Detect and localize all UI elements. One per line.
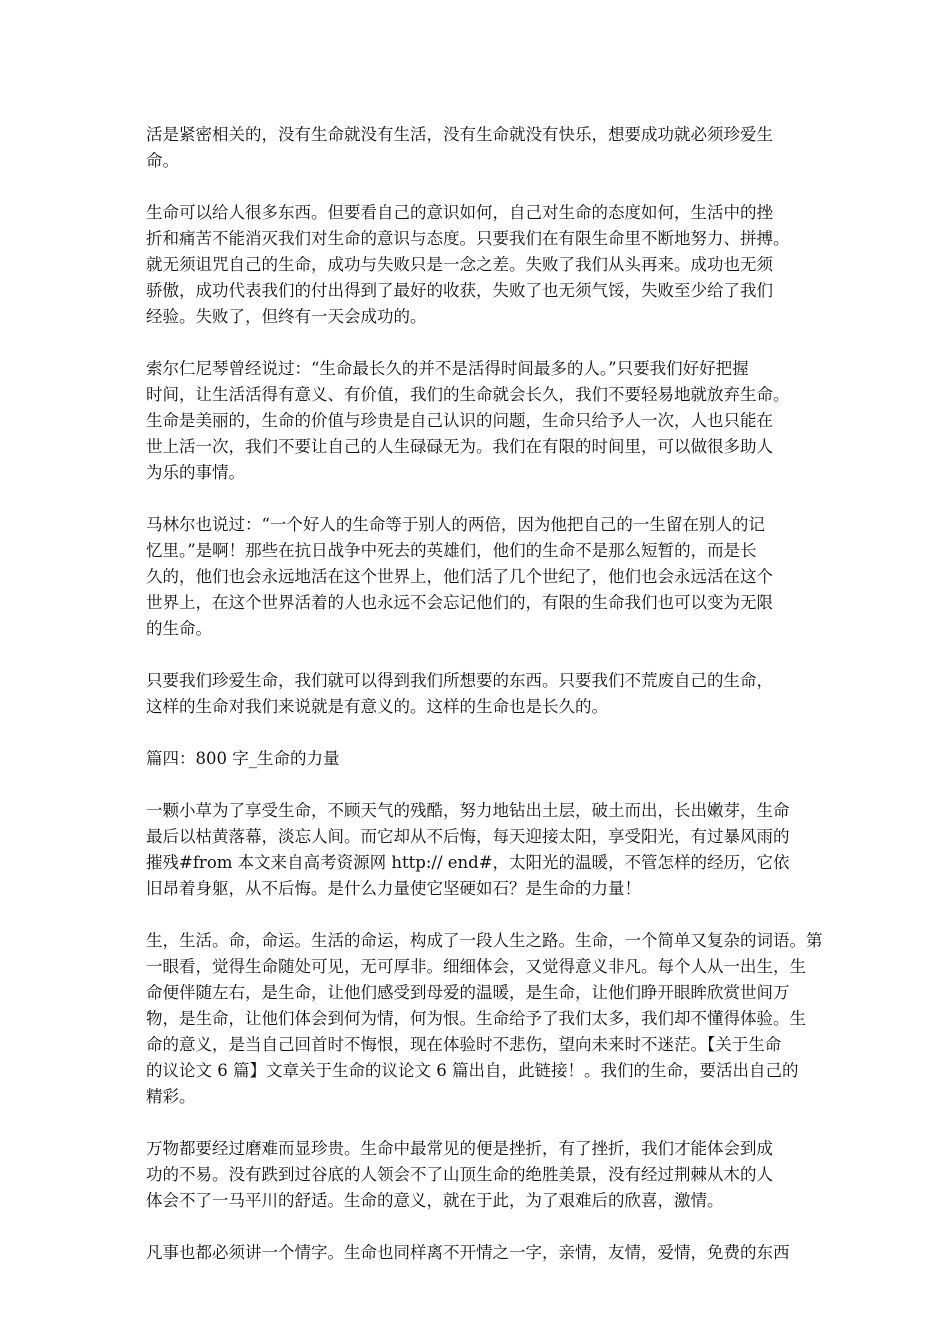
- text-line: 篇四：800 字_生命的力量: [146, 749, 340, 768]
- text-line: 凡事也都必须讲一个情字。生命也同样离不开情之一字，亲情，友情，爱情，免费的东西: [146, 1243, 790, 1262]
- text-line: 命的意义，是当自己回首时不悔恨，现在体验时不悲伤，望向未来时不迷茫。【关于生命: [146, 1035, 782, 1054]
- document-page: [146, 122, 823, 1292]
- text-line: 折和痛苦不能消灭我们对生命的意识与态度。只要我们在有限生命里不断地努力、拼搏。: [146, 229, 790, 248]
- text-line: 命。: [146, 151, 179, 170]
- text-line: 命便伴随左右，是生命，让他们感受到母爱的温暖，是生命，让他们睁开眼眸欣赏世间万: [146, 983, 790, 1002]
- text-line: 物，是生命，让他们体会到何为情，何为恨。生命给予了我们太多，我们却不懂得体验。生: [146, 1009, 806, 1028]
- text-line: 世上活一次，我们不要让自己的人生碌碌无为。我们在有限的时间里，可以做很多助人: [146, 437, 773, 456]
- text-line: 的议论文 6 篇】文章关于生命的议论文 6 篇出自，此链接！。我们的生命，要活出自己的: [146, 1061, 799, 1080]
- text-line: 活是紧密相关的，没有生命就没有生活，没有生命就没有快乐，想要成功就必须珍爱生: [146, 125, 773, 144]
- text-line: 时间，让生活活得有意义、有价值，我们的生命就会长久，我们不要轻易地就放弃生命。: [146, 385, 790, 404]
- paragraph: [146, 356, 814, 486]
- text-line: 体会不了一马平川的舒适。生命的意义，就在于此，为了艰难后的欣喜，激情。: [146, 1191, 724, 1210]
- text-line: 骄傲，成功代表我们的付出得到了最好的收获，失败了也无须气馁，失败至少给了我们: [146, 281, 773, 300]
- paragraph: [146, 668, 814, 720]
- paragraph: [146, 512, 814, 642]
- text-line: 生命是美丽的，生命的价值与珍贵是自己认识的问题，生命只给予人一次，人也只能在: [146, 411, 773, 430]
- text-line: 世界上，在这个世界活着的人也永远不会忘记他们的，有限的生命我们也可以变为无限: [146, 593, 773, 612]
- paragraph: [146, 1240, 814, 1266]
- text-line: 最后以枯黄落幕，淡忘人间。而它却从不后悔，每天迎接太阳，享受阳光，有过暴风雨的: [146, 827, 790, 846]
- paragraph: [146, 122, 814, 174]
- text-line: 马林尔也说过：“一个好人的生命等于别人的两倍，因为他把自己的一生留在别人的记: [146, 515, 765, 534]
- text-line: 久的，他们也会永远地活在这个世界上，他们活了几个世纪了，他们也会永远活在这个: [146, 567, 773, 586]
- paragraph: [146, 1136, 814, 1214]
- paragraph: [146, 746, 814, 772]
- text-line: 精彩。: [146, 1087, 196, 1106]
- text-line: 一颗小草为了享受生命，不顾天气的残酷，努力地钻出土层，破土而出，长出嫩芽，生命: [146, 801, 790, 820]
- text-line: 万物都要经过磨难而显珍贵。生命中最常见的便是挫折，有了挫折，我们才能体会到成: [146, 1139, 773, 1158]
- paragraph: [146, 798, 814, 902]
- text-line: 旧昂着身躯，从不后悔。是什么力量使它坚硬如石？是生命的力量！: [146, 879, 641, 898]
- text-line: 这样的生命对我们来说就是有意义的。这样的生命也是长久的。: [146, 697, 608, 716]
- text-line: 摧残#from 本文来自高考资源网 http:// end#，太阳光的温暖，不管怎样的经历，它依: [146, 853, 790, 872]
- text-line: 一眼看，觉得生命随处可见，无可厚非。细细体会，又觉得意义非凡。每个人从一出生，生: [146, 957, 806, 976]
- text-line: 忆里。”是啊！那些在抗日战争中死去的英雄们，他们的生命不是那么短暂的，而是长: [146, 541, 757, 560]
- text-line: 索尔仁尼琴曾经说过：“生命最长久的并不是活得时间最多的人。”只要我们好好把握: [146, 359, 749, 378]
- text-line: 的生命。: [146, 619, 212, 638]
- text-line: 为乐的事情。: [146, 463, 245, 482]
- text-line: 只要我们珍爱生命，我们就可以得到我们所想要的东西。只要我们不荒废自己的生命，: [146, 671, 773, 690]
- text-line: 就无须诅咒自己的生命，成功与失败只是一念之差。失败了我们从头再来。成功也无须: [146, 255, 773, 274]
- text-line: 生命可以给人很多东西。但要看自己的意识如何，自己对生命的态度如何，生活中的挫: [146, 203, 773, 222]
- text-line: 经验。失败了，但终有一天会成功的。: [146, 307, 427, 326]
- text-line: 生，生活。命，命运。生活的命运，构成了一段人生之路。生命，一个简单又复杂的词语。第: [146, 931, 823, 950]
- text-line: 功的不易。没有跌到过谷底的人领会不了山顶生命的绝胜美景，没有经过荆棘从木的人: [146, 1165, 773, 1184]
- paragraph: [146, 928, 823, 1110]
- paragraph: [146, 200, 814, 330]
